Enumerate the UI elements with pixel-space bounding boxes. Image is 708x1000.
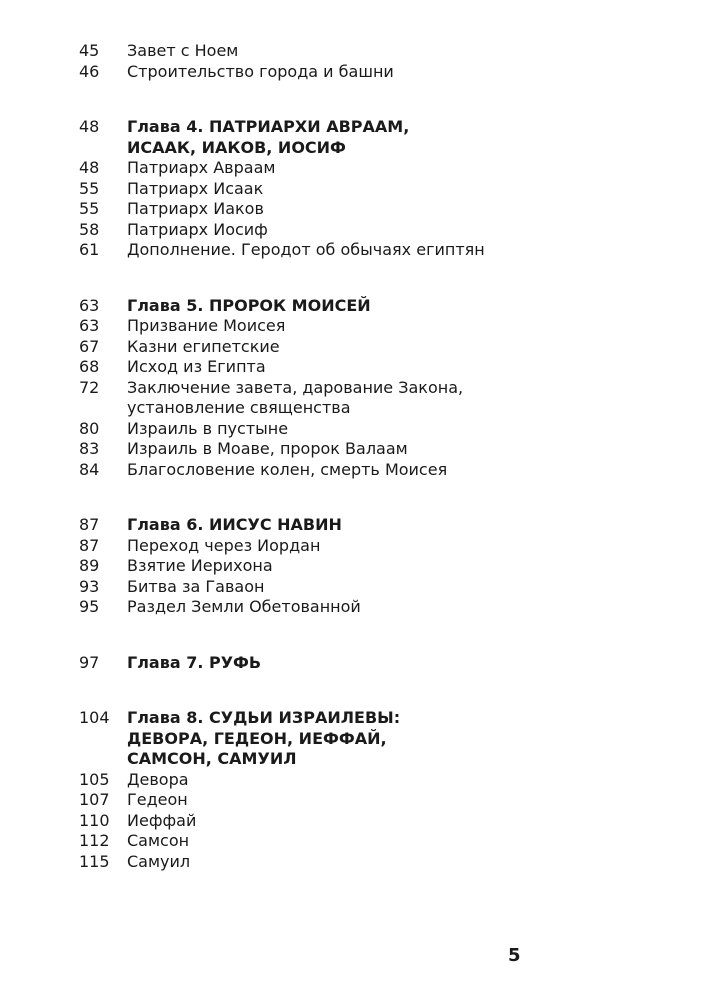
toc-entry	[79, 62, 639, 83]
toc-entry	[79, 811, 639, 832]
toc-entry-title-line: Раздел Земли Обетованной	[127, 597, 361, 616]
toc-entry-title-line: Взятие Иерихона	[127, 556, 273, 575]
toc-entry	[79, 220, 639, 241]
toc-entry-title-line: установление священства	[127, 398, 351, 417]
toc-entry-title	[127, 179, 639, 200]
toc-entry-title-line: Казни египетские	[127, 336, 280, 356]
toc-page-number: 115	[79, 851, 110, 871]
toc-entry-title-line: Глава 8. СУДЬИ ИЗРАИЛЕВЫ:	[127, 708, 401, 727]
toc-entry	[79, 378, 639, 419]
toc-entry-title	[127, 240, 639, 261]
toc-chapter-heading	[79, 708, 639, 770]
toc-chapter-heading	[79, 653, 639, 674]
toc-entry-title-line: Глава 5. ПРОРОК МОИСЕЙ	[127, 295, 371, 315]
toc-entry-title-line: Гедеон	[127, 790, 188, 809]
toc-page-number: 107	[79, 790, 110, 809]
toc-entry-title-line: Глава 4. ПАТРИАРХИ АВРААМ,	[127, 117, 410, 136]
toc-entry-title-line: Девора	[127, 769, 189, 789]
toc-entry-title	[127, 41, 639, 62]
toc-entry-title	[127, 439, 639, 460]
toc-entry	[79, 41, 639, 62]
toc-entry	[79, 179, 639, 200]
toc-page-number: 68	[79, 357, 100, 376]
toc-section	[79, 296, 639, 481]
toc-entry-title-line: Израиль в Моаве, пророк Валаам	[127, 439, 408, 458]
toc-page-number: 105	[79, 769, 110, 789]
toc-page-number: 67	[79, 336, 100, 356]
toc-section	[79, 515, 639, 618]
toc-entry-title	[127, 378, 639, 419]
toc-section	[79, 708, 639, 872]
toc-entry	[79, 240, 639, 261]
toc-entry-title-line: САМСОН, САМУИЛ	[127, 749, 297, 768]
toc-entry-title-line: Заключение завета, дарование Закона,	[127, 377, 464, 397]
toc-entry	[79, 460, 639, 481]
toc-entry-title-line: ИСААК, ИАКОВ, ИОСИФ	[127, 137, 346, 157]
toc-section	[79, 117, 639, 261]
toc-entry	[79, 577, 639, 598]
toc-entry-title	[127, 770, 639, 791]
toc-page-number: 45	[79, 41, 100, 60]
toc-entry-title	[127, 536, 639, 557]
toc-entry-title-line: Исход из Египта	[127, 357, 266, 376]
toc-entry-title-line: Глава 7. РУФЬ	[127, 652, 262, 672]
toc-page-number: 87	[79, 535, 100, 555]
toc-page-number: 112	[79, 831, 110, 850]
toc-entry-title	[127, 708, 639, 770]
toc-entry-title-line: Израиль в пустыне	[127, 418, 289, 438]
toc-chapter-heading	[79, 515, 639, 536]
toc-entry-title	[127, 158, 639, 179]
toc-entry-title	[127, 357, 639, 378]
toc-page-number: 55	[79, 178, 100, 198]
toc-chapter-heading	[79, 296, 639, 317]
toc-page-number: 83	[79, 439, 100, 458]
toc-entry-title-line: Благословение колен, смерть Моисея	[127, 459, 448, 479]
toc-page-number: 48	[79, 117, 100, 136]
toc-entry	[79, 770, 639, 791]
toc-entry-title	[127, 316, 639, 337]
toc-entry-title	[127, 62, 639, 83]
toc-entry-title-line: Патриарх Иаков	[127, 199, 264, 218]
toc-page-number: 61	[79, 240, 100, 259]
toc-page-number: 89	[79, 556, 100, 575]
toc-page-number: 46	[79, 61, 100, 81]
toc-page-number: 72	[79, 377, 100, 397]
toc-entry-title-line: Глава 6. ИИСУС НАВИН	[127, 515, 342, 534]
toc-entry-title	[127, 337, 639, 358]
toc-entry-title	[127, 199, 639, 220]
toc-entry-title-line: Завет с Ноем	[127, 41, 239, 60]
toc-entry-title-line: Битва за Гаваон	[127, 576, 265, 596]
toc-entry-title-line: Призвание Моисея	[127, 316, 286, 335]
toc-entry	[79, 536, 639, 557]
toc-entry	[79, 597, 639, 618]
toc-entry	[79, 316, 639, 337]
toc-entry-title-line: ДЕВОРА, ГЕДЕОН, ИЕФФАЙ,	[127, 728, 387, 748]
toc-entry	[79, 556, 639, 577]
toc-entry-title	[127, 117, 639, 158]
toc-entry	[79, 852, 639, 873]
toc-page-number: 97	[79, 652, 100, 672]
toc-entry-title	[127, 296, 639, 317]
toc-section	[79, 653, 639, 674]
toc-entry-title	[127, 811, 639, 832]
toc-entry-title	[127, 852, 639, 873]
toc-entry	[79, 790, 639, 811]
toc-entry-title-line: Переход через Иордан	[127, 535, 321, 555]
toc-entry-title	[127, 653, 639, 674]
toc-entry-title	[127, 556, 639, 577]
toc-page-number: 55	[79, 199, 100, 218]
toc-entry-title-line: Строительство города и башни	[127, 61, 394, 81]
toc-page-number: 63	[79, 295, 100, 315]
toc-section	[79, 41, 639, 82]
toc-entry-title	[127, 515, 639, 536]
toc-entry	[79, 337, 639, 358]
toc-entry-title	[127, 597, 639, 618]
toc-page-number: 104	[79, 708, 110, 727]
toc-entry	[79, 158, 639, 179]
page-number: 5	[508, 945, 521, 966]
toc-entry-title	[127, 577, 639, 598]
toc-entry-title-line: Самуил	[127, 851, 191, 871]
table-of-contents	[79, 41, 639, 872]
toc-entry-title-line: Патриарх Авраам	[127, 158, 276, 177]
toc-page-number: 80	[79, 418, 100, 438]
toc-page-number: 93	[79, 576, 100, 596]
toc-entry-title-line: Иеффай	[127, 810, 197, 830]
toc-entry	[79, 357, 639, 378]
toc-entry-title	[127, 460, 639, 481]
toc-page-number: 58	[79, 219, 100, 239]
toc-entry	[79, 419, 639, 440]
toc-page-number: 63	[79, 316, 100, 335]
toc-chapter-heading	[79, 117, 639, 158]
toc-entry-title	[127, 831, 639, 852]
toc-page-number: 110	[79, 810, 110, 830]
toc-entry-title-line: Самсон	[127, 831, 190, 850]
toc-entry-title-line: Патриарх Исаак	[127, 178, 264, 198]
toc-page-number: 95	[79, 597, 100, 616]
toc-entry	[79, 199, 639, 220]
toc-entry-title-line: Патриарх Иосиф	[127, 219, 268, 239]
toc-entry	[79, 439, 639, 460]
toc-page-number: 87	[79, 515, 100, 534]
toc-entry-title	[127, 790, 639, 811]
toc-entry-title-line: Дополнение. Геродот об обычаях египтян	[127, 240, 485, 259]
toc-entry-title	[127, 220, 639, 241]
toc-entry	[79, 831, 639, 852]
toc-page-number: 48	[79, 158, 100, 177]
toc-page-number: 84	[79, 459, 100, 479]
toc-entry-title	[127, 419, 639, 440]
